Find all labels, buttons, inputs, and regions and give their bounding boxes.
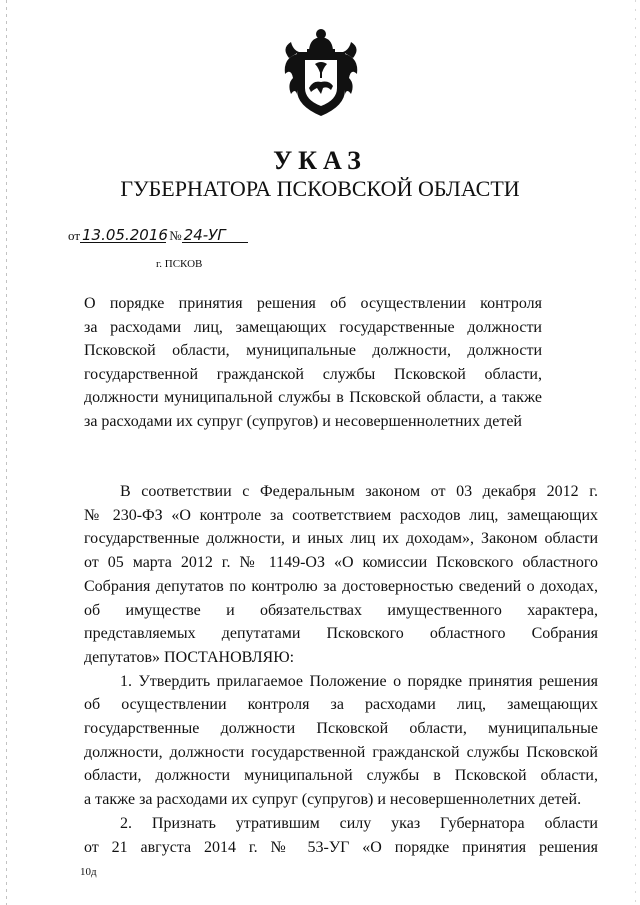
scan-edge-right [635, 0, 636, 905]
subject-line: должности муниципальной службы в Псковской области, а также [84, 389, 542, 407]
date-prefix: от [68, 228, 81, 243]
subject-line: О порядке принятия решения об осуществлении контроля [84, 295, 542, 312]
body-line: В соответствии с Федеральным законом от 03 декабря 2012 г. [120, 483, 598, 500]
document-subtitle: ГУБЕРНАТОРА ПСКОВСКОЙ ОБЛАСТИ [120, 176, 520, 201]
decree-subject [84, 292, 542, 434]
subject-line: за расходами их супруг (супругов) и несовершеннолетних детей [84, 412, 522, 430]
body-line: об осуществлении контроля за расходами лиц, замещающих [84, 696, 598, 714]
body-line: № 230-ФЗ «О контроле за соответствием расходов лиц, замещающих [84, 506, 598, 524]
body-line: а также за расходами их супруг (супругов) и несовершеннолетних детей. [84, 791, 582, 809]
document-title: УКАЗ [273, 146, 367, 175]
body-line: 1. Утвердить прилагаемое Положение о порядке принятия решения [120, 672, 598, 690]
scan-edge-left [6, 0, 7, 905]
number-prefix: № [169, 228, 182, 243]
body-line: государственные должности, и иных лиц их доходам», Законом области [84, 530, 598, 548]
handwritten-date: 13.05.2016 [82, 226, 168, 244]
body-line: от 21 августа 2014 г. № 53-УГ «О порядке принятия решения [84, 838, 598, 856]
body-line: представляемых депутатами Псковского областного Собрания [84, 625, 598, 643]
body-line: 2. Признать утратившим силу указ Губернатора области [120, 814, 598, 832]
decree-body [84, 480, 598, 859]
pskov-coat-of-arms-icon [283, 28, 359, 120]
body-line: депутатов» ПОСТАНОВЛЯЮ: [84, 648, 295, 666]
body-line: от 05 марта 2012 г. № 1149-ОЗ «О комиссии Псковского областного [84, 554, 598, 572]
body-line: государственные должности Псковской области, муниципальные [84, 720, 598, 738]
body-line: должности, должности государственной гражданской службы Псковской [84, 743, 598, 761]
handwritten-number: 24-УГ [182, 228, 248, 243]
subject-line: Псковской области, муниципальные должности, должности [84, 342, 542, 360]
date-number-row [68, 228, 248, 244]
subject-line: государственной гражданской службы Псковской области, [84, 365, 542, 383]
body-line: Собрания депутатов по контролю за достоверностью сведений о доходах, [84, 577, 598, 595]
city-label: г. ПСКОВ [156, 258, 203, 270]
footer-code: 10д [80, 866, 97, 878]
body-line: об имуществе и обязательствах имущественного характера, [84, 601, 598, 619]
subject-line: за расходами лиц, замещающих государственные должности [84, 318, 542, 336]
body-line: области, должности муниципальной службы в Псковской области, [84, 767, 598, 785]
